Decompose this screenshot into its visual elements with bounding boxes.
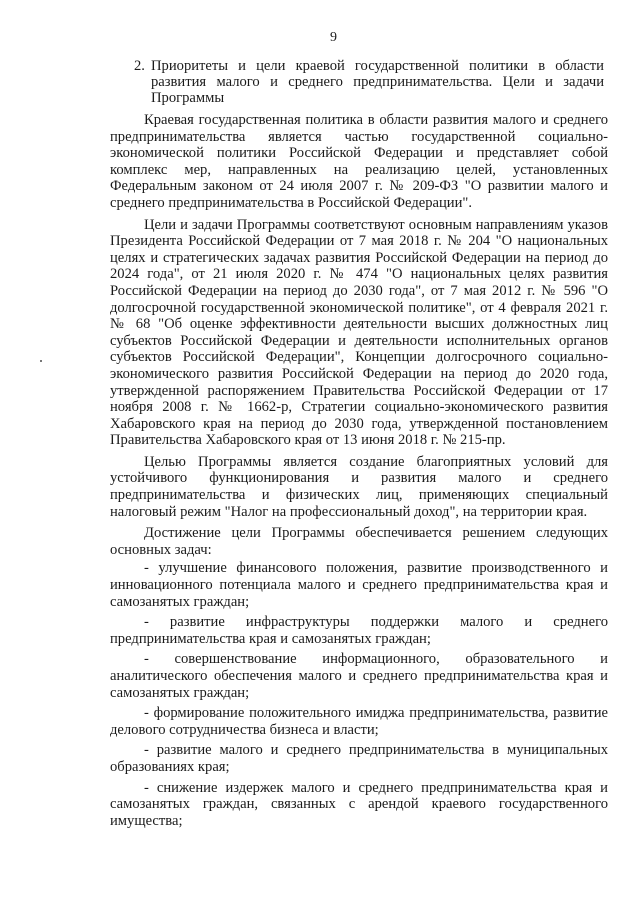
task-item: - развитие малого и среднего предпринимательства в муниципальных образованиях края;	[110, 742, 608, 775]
task-item: - совершенствование информационного, образовательного и аналитического обеспечения малого и среднего предпринимательства края и самозанятых граждан;	[110, 651, 608, 701]
task-list	[110, 560, 608, 829]
task-item: - формирование положительного имиджа предпринимательства, развитие делового сотрудничества бизнеса и власти;	[110, 705, 608, 738]
paragraph-policy: Краевая государственная политика в области развития малого и среднего предпринимательства является частью государственной социально-экономической политики Российской Федерации и представляет собой комплекс мер, направленных на реализацию целей, установленных Федеральным законом от 24 июля 2007 г. № 209-ФЗ "О развитии малого и среднего предпринимательства в Российской Федерации".	[110, 112, 608, 211]
task-item: - снижение издержек малого и среднего предпринимательства края и самозанятых граждан, связанных с арендой краевого государственного имущества;	[110, 779, 608, 829]
task-item: - развитие инфраструктуры поддержки малого и среднего предпринимательства края и самозанятых граждан;	[110, 614, 608, 647]
paragraph-goal: Целью Программы является создание благоприятных условий для устойчивого функционирования и развития малого и среднего предпринимательства и физических лиц, применяющих специальный налоговый режим "Налог на профессиональный доход", на территории края.	[110, 453, 608, 520]
scan-speck	[40, 360, 42, 362]
section-heading	[134, 58, 604, 106]
paragraph-decrees: Цели и задачи Программы соответствуют основным направлениям указов Президента Российской Федерации от 7 мая 2018 г. № 204 "О национальных целях и стратегических задачах развития Российской Федерации на период до 2024 года", от 21 июля 2020 г. № 474 "О национальных целях развития Российской Федерации на период до 2030 года", от 7 мая 2012 г. № 596 "О долгосрочной государственной экономической политике", от 4 февраля 2021 г. № 68 "Об оценке эффективности деятельности высших должностных лиц субъектов Российской Федерации и деятельности исполнительных органов субъектов Российской Федерации", Концепции долгосрочного социально-экономического развития Российской Федерации на период до 2020 года, утвержденной распоряжением Правительства Российской Федерации от 17 ноября 2008 г. № 1662-р, Стратегии социально-экономического развития Хабаровского края на период до 2030 года, утвержденной постановлением Правительства Хабаровского края от 13 июня 2018 г. № 215-пр.	[110, 216, 608, 449]
document-body	[110, 112, 608, 833]
paragraph-tasks-intro: Достижение цели Программы обеспечивается решением следующих основных задач:	[110, 525, 608, 558]
task-item: - улучшение финансового положения, развитие производственного и инновационного потенциала малого и среднего предпринимательства края и самозанятых граждан;	[110, 560, 608, 610]
section-title: Приоритеты и цели краевой государственной политики в области развития малого и среднего предпринимательства. Цели и задачи Программы	[151, 58, 604, 106]
page-number: 9	[330, 30, 337, 45]
section-number: 2.	[134, 58, 145, 74]
